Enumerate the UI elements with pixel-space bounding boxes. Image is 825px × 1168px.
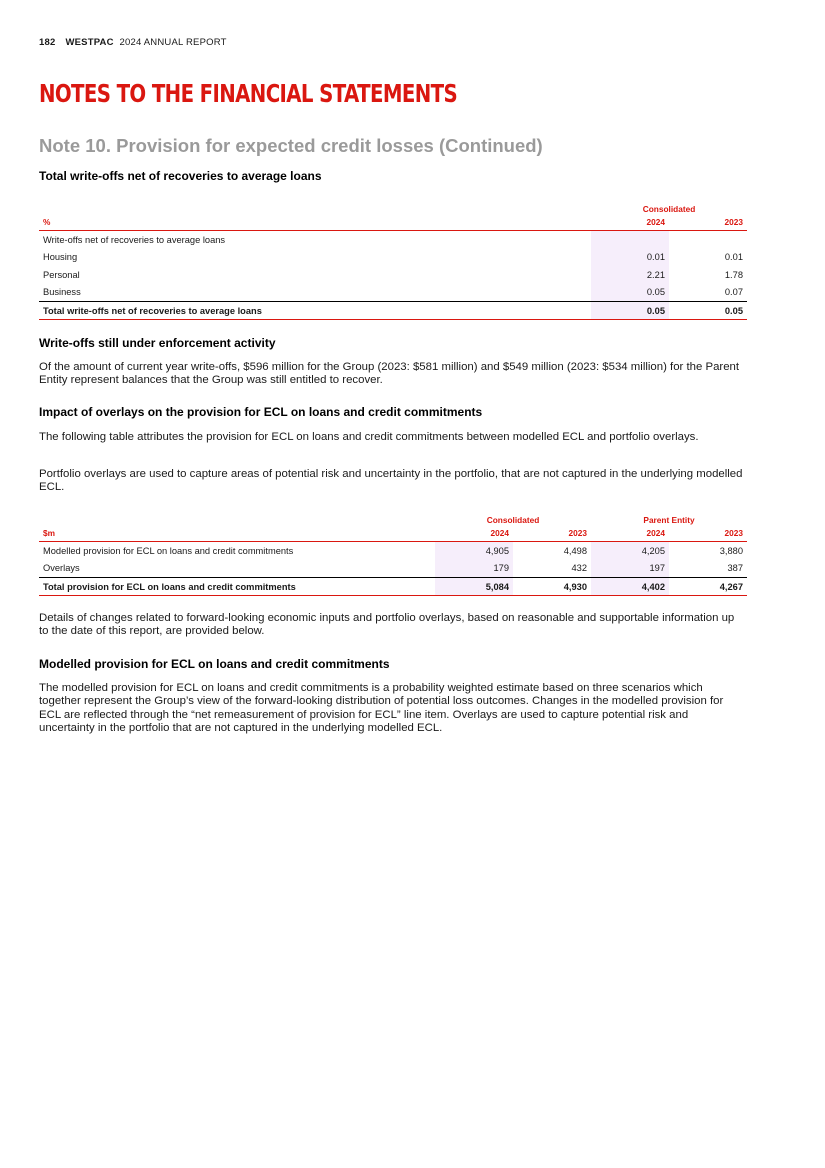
value-consolidated-2023: 432: [513, 560, 591, 578]
value-parent-2023: 3,880: [719, 545, 743, 556]
table-row: [39, 266, 747, 284]
table2-column-header: [39, 525, 747, 542]
consolidated-label: Consolidated: [642, 204, 696, 214]
cell: [669, 231, 747, 249]
row-label: Modelled provision for ECL on loans and credit commitments: [43, 545, 294, 556]
value-2024: 0.05: [591, 284, 669, 302]
total-label: Total provision for ECL on loans and credit commitments: [39, 578, 435, 596]
value-2023: 1.78: [724, 269, 743, 280]
overlays-heading: Impact of overlays on the provision for ECL on loans and credit commitments: [39, 405, 483, 419]
col-2024: 2024: [591, 214, 669, 231]
value-2023: 0.07: [669, 284, 747, 302]
table-row: [39, 231, 747, 249]
table-row: [39, 249, 747, 267]
table-row: [39, 560, 747, 578]
table1-column-header: [39, 214, 747, 231]
value-2023: 0.01: [724, 252, 743, 263]
table-total-row: [39, 302, 747, 320]
row-label: Personal: [43, 269, 80, 280]
table1-group-header: [39, 199, 747, 214]
value-consolidated-2024: 4,905: [435, 542, 513, 560]
overlays-para-2: Portfolio overlays are used to capture areas of potential risk and uncertainty in the portfolio, that are not captured in the underlying modelled ECL.: [39, 468, 743, 494]
value-parent-2024: 197: [591, 560, 669, 578]
unit-label: %: [39, 214, 591, 231]
modelled-heading: Modelled provision for ECL on loans and credit commitments: [39, 657, 390, 671]
value-consolidated-2024: 179: [435, 560, 513, 578]
total-parent-2023: 4,267: [669, 578, 747, 596]
page-number: 182: [39, 37, 56, 48]
table1-heading: Total write-offs net of recoveries to average loans: [39, 169, 322, 183]
running-header: [39, 37, 227, 48]
ecl-provision-table: [39, 510, 747, 596]
value-2024: 0.01: [591, 249, 669, 267]
table-total-row: [39, 578, 747, 596]
consolidated-label: Consolidated: [486, 515, 540, 525]
unit-label: $m: [39, 525, 435, 542]
enforcement-heading: Write-offs still under enforcement activity: [39, 336, 276, 350]
section-title: NOTES TO THE FINANCIAL STATEMENTS: [39, 79, 458, 108]
col-2023: 2023: [669, 214, 747, 231]
total-consolidated-2024: 5,084: [435, 578, 513, 596]
row-label: Business: [39, 284, 591, 302]
col-consolidated-2023: 2023: [513, 525, 591, 542]
brand-name: WESTPAC: [65, 37, 114, 48]
parent-entity-label: Parent Entity: [643, 515, 695, 525]
overlays-para-1: The following table attributes the provision for ECL on loans and credit commitments between modelled ECL and portfolio overlays.: [39, 431, 699, 443]
value-parent-2024: 4,205: [591, 542, 669, 560]
enforcement-text: Of the amount of current year write-offs, $596 million for the Group (2023: $581 million) and $549 million (2023: $534 million) for the Parent Entity represent balances that the Group was still entitled to recover.: [39, 361, 740, 387]
col-parent-2024: 2024: [591, 525, 669, 542]
table2-group-header: [39, 510, 747, 525]
cell: [591, 231, 669, 249]
total-2023: 0.05: [669, 302, 747, 320]
writeoffs-table: [39, 199, 747, 320]
value-parent-2023: 387: [669, 560, 747, 578]
value-consolidated-2023: 4,498: [563, 545, 587, 556]
row-label: Housing: [43, 252, 78, 263]
total-parent-2024: 4,402: [591, 578, 669, 596]
total-label: Total write-offs net of recoveries to average loans: [39, 302, 591, 320]
col-consolidated-2024: 2024: [435, 525, 513, 542]
row-label: Overlays: [39, 560, 435, 578]
report-name: 2024 ANNUAL REPORT: [119, 37, 227, 48]
note-title: Note 10. Provision for expected credit losses (Continued): [39, 135, 543, 156]
value-2024: 2.21: [591, 266, 669, 284]
details-text: Details of changes related to forward-looking economic inputs and portfolio overlays, based on reasonable and supportable information up to the date of this report, are provided below.: [39, 612, 735, 638]
col-parent-2023: 2023: [669, 525, 747, 542]
row-label: Write-offs net of recoveries to average loans: [43, 234, 226, 245]
table-row: [39, 284, 747, 302]
total-2024: 0.05: [591, 302, 669, 320]
modelled-text: The modelled provision for ECL on loans and credit commitments is a probability weighted estimate based on three scenarios which together represent the Group’s view of the forward-looking distribution of potential loss outcomes. Changes in the modelled provision for ECL are reflected through the “net remeasurement of provision for ECL” line item. Overlays are used to capture potential risk and uncertainty in the portfolio that are not captured in the underlying modelled ECL.: [39, 682, 724, 734]
table-row: [39, 542, 747, 560]
total-consolidated-2023: 4,930: [513, 578, 591, 596]
